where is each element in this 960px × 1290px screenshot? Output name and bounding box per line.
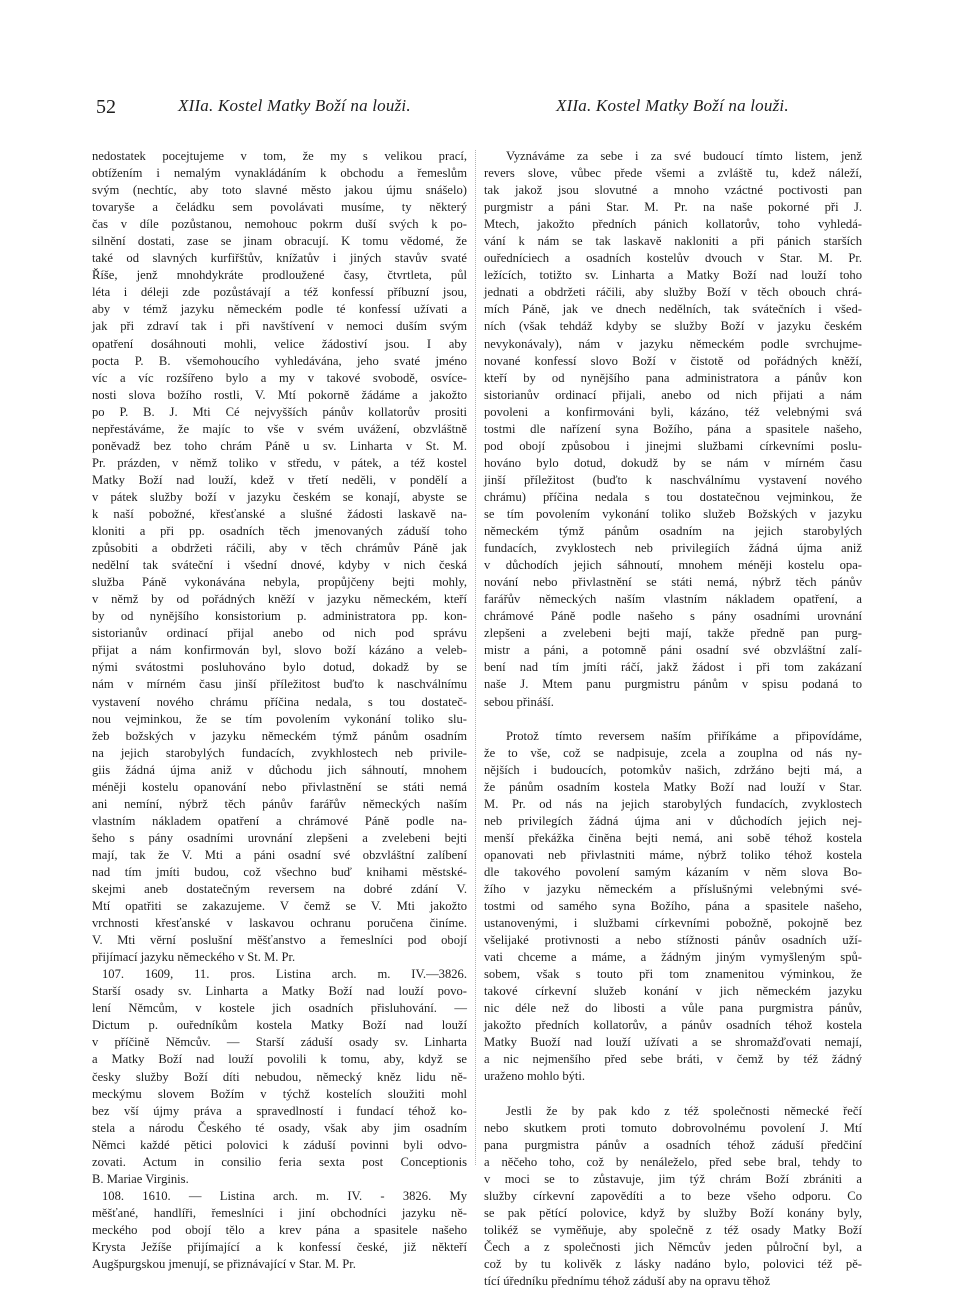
text-line: na jejich starobylých fundacích, zvykhlostech neb privile- <box>92 745 467 760</box>
text-line: sistorianův ordinací přijal anebo od nich pod správu <box>92 626 467 641</box>
text-line: v příčině Němcův. — Starší záduší osady sv. Linharta <box>92 1035 467 1050</box>
text-line: bení nad tím jmíti ráčí, jakž žádost i při tom zakázaní <box>484 660 862 675</box>
text-line: jakožto předních kollatorův, a pánův osadních téhož kostela <box>484 1018 862 1033</box>
text-line: pana purgmistra pánův a osadních téhož záduší předčiní <box>484 1137 862 1152</box>
text-line: Krysta Ježíše přijímající a k konfessí české, již někteří <box>92 1240 467 1254</box>
text-line: skejmi aneb dostatečným reversem na dobré zdání V. <box>92 882 467 897</box>
text-line: nad tím jmíti budou, což všechno buď knihami městské- <box>92 864 467 879</box>
text-line: zovati. Actum in consilio feria sexta post Conceptionis <box>92 1154 467 1169</box>
text-line: fundacích, zvyklostech neb privilegiích žádná újma aniž <box>484 541 862 556</box>
text-line: ustanovenými, i službami církevními pobožně, pokojně bez <box>484 916 862 931</box>
text-line: nedělní tak sváteční i všední dnové, kdyby v nich česká <box>92 558 467 573</box>
text-line: v důchodích jejich sáhnoutí, mnohem méněji kostelu opa- <box>484 558 862 573</box>
text-line: víc a víc rozšířeno bylo a my v takové svobodě, osvíce- <box>92 370 467 385</box>
text-line: hováno bylo dotud, dokudž by se nám v mírném času <box>484 455 862 470</box>
text-line: česky služby Boží díti nebudou, německý kněz lidu ně- <box>92 1069 467 1084</box>
running-head-right: XIIa. Kostel Matky Boží na louži. <box>556 96 789 115</box>
text-line: nou vejminkou, že se tím povolením vykonání toliko slu- <box>92 711 467 726</box>
text-line: šeho s pány osadními urovnání zlepšeni a zvelebeni bejti <box>92 830 467 845</box>
text-line: což by tu kolivěk z lásky nadáno bylo, polovici též pě- <box>484 1256 862 1271</box>
text-line: aby v témž jazyku německém podle té konfessí užívati a <box>92 302 467 317</box>
text-line: poněvadž bez toho chrám Páně u sv. Linharta v St. M. <box>92 438 467 453</box>
page-number: 52 <box>96 96 116 118</box>
text-line: revers slove, vůbec přede všemi a zvláště tu, kdež náleží, <box>484 166 862 181</box>
column-divider <box>475 150 476 1165</box>
text-line: v moci se to zůstavuje, jim týž chrám Boží zbrániti a <box>484 1171 862 1186</box>
text-line: také od slavných kurfiřštův, knížatův i jiných stavův svaté <box>92 251 467 266</box>
text-line: kteří by od nynějšího pana administratora a pánův kon <box>484 370 862 385</box>
text-line: bez vší újmy práva a spravedlností i fundací téhož ko- <box>92 1103 467 1118</box>
text-line: přijímací jazyku německého v St. M. Pr. <box>92 950 296 965</box>
text-line: měšťané, handlíři, řemeslníci i jiní obchodníci jazyku ně- <box>92 1205 467 1220</box>
text-line: B. Mariae Virginis. <box>92 1171 189 1186</box>
text-line: ležících, totižto sv. Linharta a Matky Boží nad louží toho <box>484 268 862 283</box>
text-line: Augšpurgskou jmenují, se přiznávající v Star. M. Pr. <box>92 1257 356 1272</box>
text-line: nování nebo přivlastnění se státi nemá, nýbrž těch pánův <box>484 575 862 590</box>
text-line: žího v jazyku německém a příslušnými velebnými své- <box>484 881 862 896</box>
text-line: silnění dostati, zase se jinam obracují. K tomu vědomé, že <box>92 234 467 249</box>
text-line: nic déle než do libosti a vůle pana purgmistra pánův, <box>484 1001 862 1016</box>
text-line: farářův německých naším vlastním nákladem opatření, a <box>484 592 862 607</box>
text-line: vlastním nákladem opatření a chrámové Páně podle na- <box>92 813 467 828</box>
entry-108 <box>92 1188 467 1273</box>
text-line: V. Mti věrní poslušní měšťanstvo a řemeslníci pod obojí <box>92 933 467 948</box>
text-line: Matky Boží nad louží, kdež v třetí neděli, v pondělí a <box>92 472 467 487</box>
text-line: způsobiti a obdržeti ráčili, aby v těch chrámův Páně jak <box>92 541 467 556</box>
text-line: Němci každé pětici polovici k záduší povinni byli odvo- <box>92 1137 467 1152</box>
text-line: méněji kostelu opanování nebo přivlastnění se státi nemá <box>92 779 467 794</box>
text-line: tolikéž se vyměňuje, aby společně z též osady Matky Boží <box>484 1222 862 1237</box>
text-line: nevykonávaly), nám v jazyku německém podle svrchujme- <box>484 336 862 351</box>
text-line: služba Páně vykonávána nebyla, propůjčeny bejti mohly, <box>92 575 467 590</box>
text-line: jak při zdraví tak i při navštívení v nemoci duším svým <box>92 319 467 334</box>
text-line: kloniti a při pp. osadních těch jmenovaných záduší toho <box>92 524 467 539</box>
text-line: svým (nechtíc, aby toto slavné město jakou újmu snášelo) <box>92 183 467 198</box>
text-line: menší překážka činěna bejti nemá, ani sobě téhož kostela <box>484 830 862 845</box>
text-line: Matky Buoží nad louží užívati a se shromažďovati nemají, <box>484 1035 862 1050</box>
text-line: ouředníciech a osadních kostelův dvouch v Star. M. Pr. <box>484 251 862 266</box>
text-line: ních (však tehdáž kdyby se služby Boží v jazyku českém <box>484 319 862 334</box>
text-line: čas v díle pozůstanou, nemohouc pokrm duší svých k po- <box>92 217 467 232</box>
text-line: meckýmu slovem Božím v týchž kostelích sloužiti mohl <box>92 1086 467 1101</box>
text-line: Mtech, jakožto předních pánich kollatorův, toho vyhledá- <box>484 217 862 232</box>
text-line: Mtí opatřiti se zakazujeme. V čemž se V. Mti jakožto <box>92 899 467 914</box>
text-line: všelijaké protivnosti a nebo stížnosti pánův osadních uží- <box>484 933 862 948</box>
text-line: nepřestáváme, že majíc to vše v svém uvážení, obzvláštně <box>92 421 467 436</box>
text-line: tostmi dle nařízení syna Božího, pána a spasitele našeho, <box>484 421 862 436</box>
text-line: a Matky Boží nad louží povolili k tomu, aby, když se <box>92 1052 467 1067</box>
text-line: nedostatek pocejtujeme v tom, že my s velikou prací, <box>92 149 467 163</box>
text-line: a nic nejmenšího před sebe bráti, v čemž by též žádný <box>484 1052 862 1067</box>
text-line: giis žádná újma aniž v důchodu jich sáhnoutí, mnohem <box>92 762 467 777</box>
text-line: stela a národu Českého té osady, však aby jim osadním <box>92 1120 467 1135</box>
text-line: služby církevní zapovědíti a to beze všeho odporu. Co <box>484 1188 862 1203</box>
running-head-left: XIIa. Kostel Matky Boží na louži. <box>178 96 411 115</box>
left-paragraph-request <box>92 148 467 966</box>
text-line: nám v mírném času jinší příležitost buďto k naschválnímu <box>92 677 467 692</box>
text-line: vrchnosti křesťanské v laskavou ochranu poručena činíme. <box>92 916 467 931</box>
text-line: že to vše, což se nadpisuje, zcela a zouplna od nás ny- <box>484 745 862 760</box>
right-paragraph-declaration <box>484 148 862 711</box>
text-line: Říše, jenž mnohdykráte prodloužené časy, čtvrtleta, půl <box>92 268 467 283</box>
text-line: po P. B. J. Mti Cé nejvyšších pánův kollatorův prositi <box>92 404 467 419</box>
text-line: se pak pětící polovice, když by služby Boží konány byly, <box>484 1205 862 1220</box>
text-line: dle takového povolení samým kázaním v něm slova Bo- <box>484 864 862 879</box>
text-line: žeb božských v jazyku německém týmž pánům osadním <box>92 728 467 743</box>
text-line: jinší příležitost (buďto k naschválnímu vystavení nového <box>484 472 862 487</box>
text-line: chrámu) příčina nedala s tou dostatečnou vejminkou, že <box>484 489 862 504</box>
text-line: Pr. prázden, v němž toliko v středu, v pátek, a též kostel <box>92 455 467 470</box>
text-line: povoleni a konfirmováni byli, kázáno, též velebnými svá <box>484 404 862 419</box>
text-line: uraženo mohlo býti. <box>484 1069 586 1084</box>
text-line: k naší pobožné, křesťanské a slušné žádosti laskavě na- <box>92 506 467 521</box>
text-line: nebo skutkem proti tomuto dobrovolnému povolení J. Mtí <box>484 1120 862 1135</box>
text-line: mích Páně, jak ve dnech nedělních, tak svátečních i všed- <box>484 302 862 317</box>
text-line: léta i déleji zde pozůstávají a též konfessí příbuzní jsou, <box>92 285 467 300</box>
text-line: Čech a z společnosti jich Němcův jeden půlroční byl, a <box>484 1239 862 1254</box>
text-line: Jestli že by pak kdo z též společnosti německé řečí <box>506 1103 862 1118</box>
text-line: Starší osady sv. Linharta a Matky Boží nad louží povo- <box>92 984 467 999</box>
text-line: sebou přináší. <box>484 694 554 709</box>
text-line: neb privilegích žádná újma ani v důchodích jejich nej- <box>484 813 862 828</box>
text-line: pod obojí způsobou i jinejmi službami církevními poslu- <box>484 438 862 453</box>
text-line: M. Pr. od nás na jejich starobylých fundacích, zvyklostech <box>484 796 862 811</box>
text-line: by od nynějšího konsistorium p. administratora pp. kon- <box>92 609 467 624</box>
text-line: Dictum p. ouředníkům kostela Matky Boží nad louží <box>92 1018 467 1033</box>
right-column <box>484 148 862 1290</box>
entry-107 <box>92 966 467 1188</box>
text-line: opanovati neb přivlastniti máme, nýbrž toliko téhož kostela <box>484 847 862 862</box>
text-line: přijat a nám konfirmován byl, slovo boží kázáno a veleb- <box>92 643 467 658</box>
text-line: lení Němcům, v kostele jich osadních přisluhování. — <box>92 1001 467 1016</box>
text-line: v pátek služby boží v jazyku českém se konají, abyste se <box>92 489 467 504</box>
text-line: že pánům osadním kostela Matky Boží nad louží v Star. <box>484 779 862 794</box>
text-line: chrámové Páně podle našeho s pány osadními urovnání <box>484 609 862 624</box>
text-line: a něčeho toho, což by nenáleželo, před sebe bral, tehdy to <box>484 1154 862 1169</box>
text-line: nými svátostmi posluhováno bylo dotud, dokadž by se <box>92 660 467 675</box>
text-line: takové církevní služeb konání v jich německém jazyku <box>484 984 862 999</box>
text-line: mají, tak že V. Mti a páni osadní své obzvláštní zalíbení <box>92 847 467 862</box>
text-line: tovaryše a čeládku sem povolávati musíme, ty některý <box>92 200 467 215</box>
text-line: nosti slova božího rostli, V. Mtí pokorně žádáme a jakožto <box>92 387 467 402</box>
text-line: naše J. Mtem panu purgmistru pánům v spisu podaná to <box>484 677 862 692</box>
text-line: meckého pod obojí tělo a krev pána a spasitele našeho <box>92 1222 467 1237</box>
text-line: vání k nám se tak laskavě nakloniti a při pánich starších <box>484 234 862 249</box>
text-line: se tím povolením vykonání toliko služeb Božských v jazyku <box>484 506 862 521</box>
text-line: nějších i budoucích, potomkův našich, zdržáno bejti má, a <box>484 762 862 777</box>
text-line: tící úředníku přednímu téhož záduší aby na opravu těhož <box>484 1274 771 1288</box>
text-line: 108. 1610. — Listina arch. m. IV. - 3826. My <box>102 1188 467 1203</box>
text-line: obtížením i nemalým vynakládáním k obchodu a řemeslům <box>92 166 467 181</box>
right-paragraph-sanction <box>484 1103 862 1290</box>
text-line: sobem, však s touto při tom znamenitou výminkou, že <box>484 967 862 982</box>
text-line: Vyznáváme za sebe i za své budoucí tímto listem, jenž <box>506 149 862 163</box>
text-line: jednati a obdržeti ráčili, aby služby Boží v těch obouch chrá- <box>484 285 862 300</box>
text-line: 107. 1609, 11. pros. Listina arch. m. IV.—3826. <box>102 967 467 982</box>
text-line: sistorianův ordinací přijali, anebo od nich přijati a nám <box>484 387 862 402</box>
text-line: purgmistr a páni Star. M. Pr. na naše pokorné při J. <box>484 200 862 215</box>
text-line: Protož tímto reversem naším přiříkáme a připovídáme, <box>506 728 862 743</box>
text-line: nované konfessí slovo Boží v čistotě od pořádných kněží, <box>484 353 862 368</box>
text-line: zlepšeni a zvelebeni bejti mají, takže předně pan purg- <box>484 626 862 641</box>
text-line: vati chceme a máme, a žádným jiným vymyšleným spů- <box>484 950 862 965</box>
text-line: opatření dosáhnouti mohli, velice žádostiví jsou. I aby <box>92 336 467 351</box>
text-line: v němž by od pořádných kněží v jazyku německém, kteří <box>92 592 467 607</box>
text-line: německém týmž pánům osadním na jejich starobylých <box>484 524 862 539</box>
text-line: mistr a páni, a potomně páni osadní své obzvláštní zalí- <box>484 643 862 658</box>
text-line: vystavení nového chrámu příčina nedala, s tou dostateč- <box>92 694 467 709</box>
right-paragraph-promise <box>484 728 862 1086</box>
text-line: tak jakož jsou slovutné a mnoho vzáctné poctivosti pan <box>484 183 862 198</box>
text-line: ani nemíní, nýbrž těch pánův farářův německých naším <box>92 796 467 811</box>
left-column <box>92 148 467 1273</box>
text-line: pocta P. B. všemohoucího vyhledávána, jeho svaté jméno <box>92 353 467 368</box>
text-line: tostmi od samého syna Božího, pána a spasitele našeho, <box>484 899 862 914</box>
